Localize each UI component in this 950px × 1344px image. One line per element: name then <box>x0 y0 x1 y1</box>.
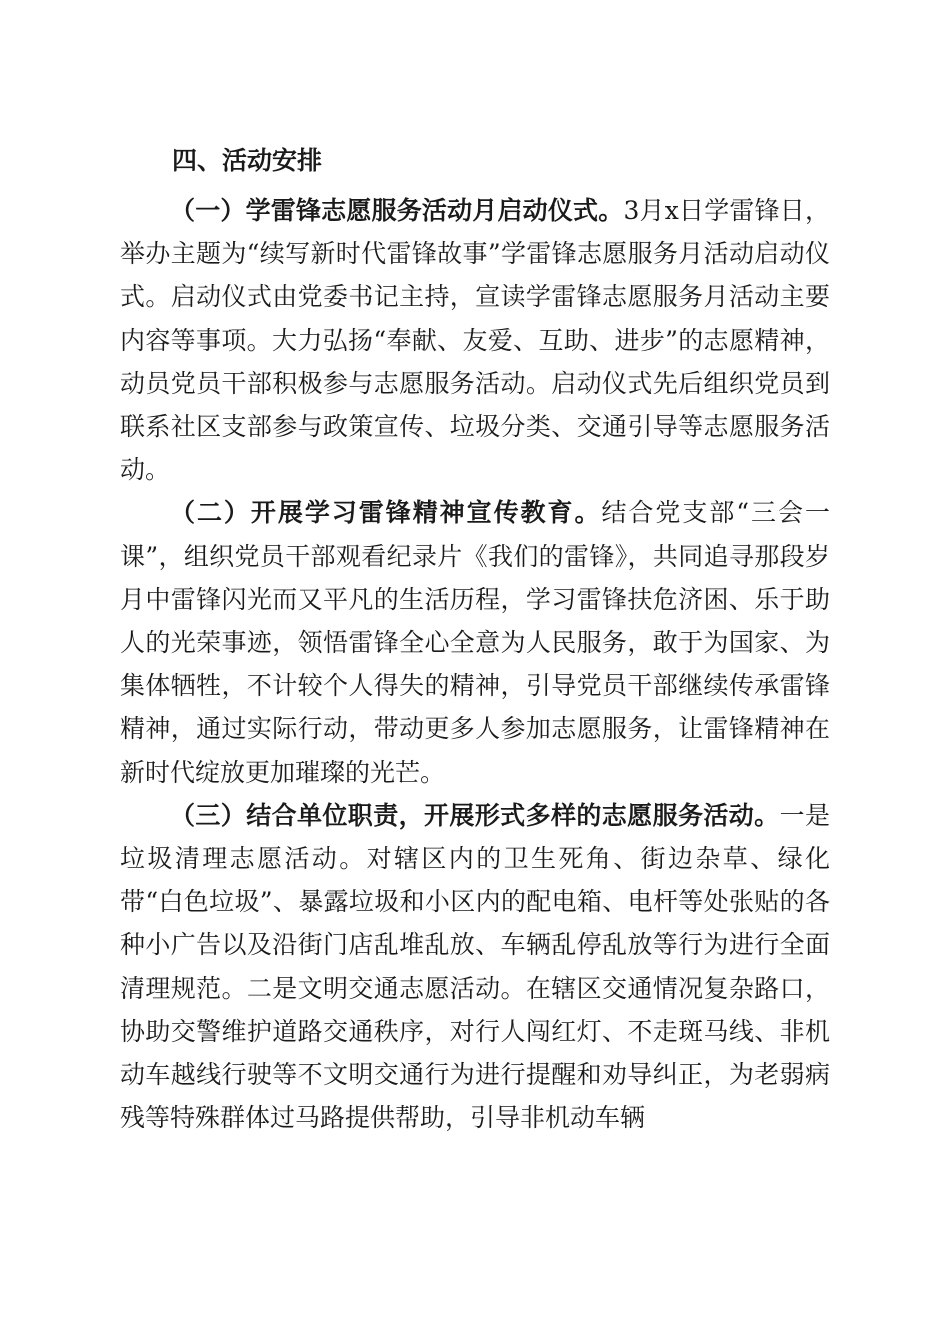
paragraph-title: （三）结合单位职责，开展形式多样的志愿服务活动。 <box>170 800 780 830</box>
paragraph-volunteer-activities <box>120 794 830 1140</box>
paragraph-text: 3月x日学雷锋日，举办主题为“续写新时代雷锋故事”学雷锋志愿服务月活动启动仪式。启动仪式由党委书记主持，宣读学雷锋志愿服务月活动主要内容等事项。大力弘扬“奉献、友爱、互助、进步”的志愿精神，动员党员干部积极参与志愿服务活动。启动仪式先后组织党员到联系社区支部参与政策宣传、垃圾分类、交通引导等志愿服务活动。 <box>120 196 830 485</box>
paragraph-text: 结合党支部“三会一课”，组织党员干部观看纪录片《我们的雷锋》，共同追寻那段岁月中雷锋闪光而又平凡的生活历程，学习雷锋扶危济困、乐于助人的光荣事迹，领悟雷锋全心全意为人民服务，敢于为国家、为集体牺牲，不计较个人得失的精神，引导党员干部继续传承雷锋精神，通过实际行动，带动更多人参加志愿服务，让雷锋精神在新时代绽放更加璀璨的光芒。 <box>120 498 830 787</box>
paragraph-title: （二）开展学习雷锋精神宣传教育。 <box>170 498 602 528</box>
paragraph-title: （一）学雷锋志愿服务活动月启动仪式。 <box>170 196 624 225</box>
section-heading: 四、活动安排 <box>172 146 323 175</box>
paragraph-publicity-education <box>120 491 830 793</box>
paragraph-launch-ceremony <box>120 189 830 491</box>
document-body <box>120 189 830 1139</box>
paragraph-text: 一是垃圾清理志愿活动。对辖区内的卫生死角、街边杂草、绿化带“白色垃圾”、暴露垃圾和小区内的配电箱、电杆等处张贴的各种小广告以及沿街门店乱堆乱放、车辆乱停乱放等行为进行全面清理规范。二是文明交通志愿活动。在辖区交通情况复杂路口，协助交警维护道路交通秩序，对行人闯红灯、不走斑马线、非机动车越线行驶等不文明交通行为进行提醒和劝导纠正，为老弱病残等特殊群体过马路提供帮助，引导非机动车辆 <box>120 800 830 1133</box>
